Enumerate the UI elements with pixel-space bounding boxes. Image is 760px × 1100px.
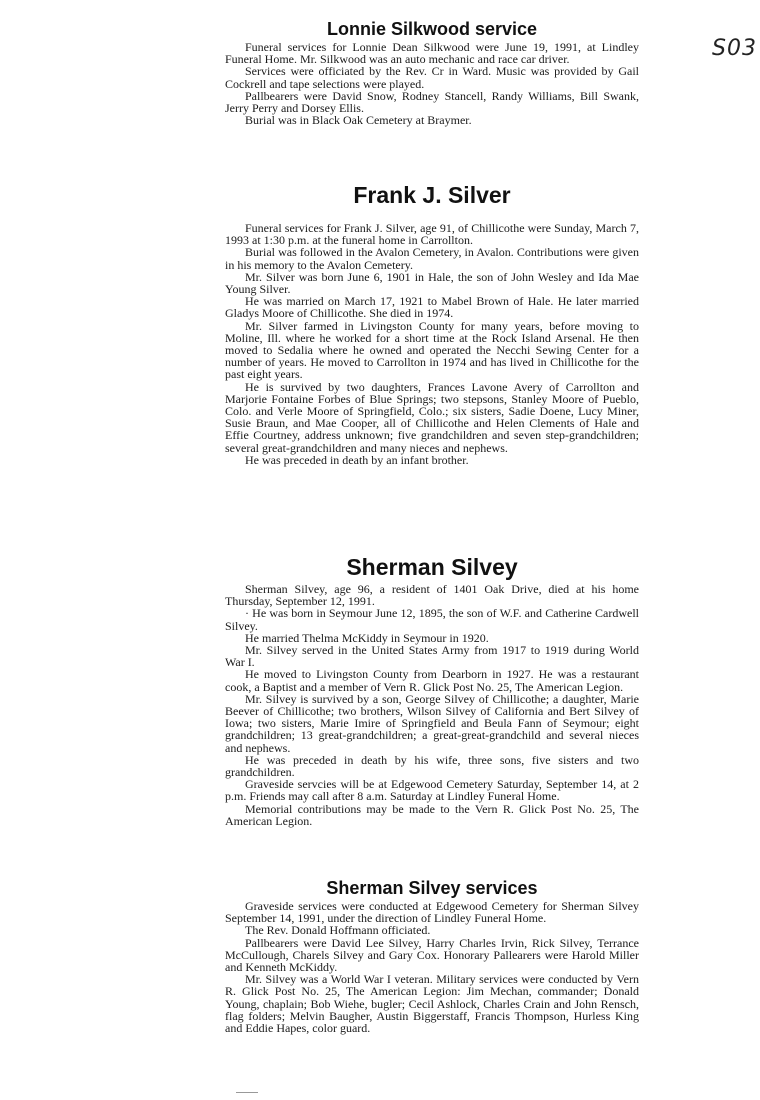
scan-mark (236, 1092, 258, 1093)
article-paragraph: Pallbearers were David Snow, Rodney Stancell, Randy Williams, Bill Swank, Jerry Perry and Dorsey Ellis. (225, 88, 639, 116)
article-paragraph: He was married on March 17, 1921 to Mabel Brown of Hale. He later married Gladys Moore of Chillicothe. She died in 1974. (225, 294, 639, 321)
article-paragraph: Funeral services for Lonnie Dean Silkwood were June 19, 1991, at Lindley Funeral Home. Mr. Silkwood was an auto mechanic and race car driver. (225, 40, 639, 67)
article-paragraph: Mr. Silvey is survived by a son, George Silvey of Chillicothe; a daughter, Marie Beever of Chillicothe; two brothers, Wilson Silvey of California and Bert Silvey of Iowa; two sisters, Marie Imire of Springfield and Beula Fann of Seymour; eight grandchildren; 13 great-grandchildren; a great-great-grandchild and several nieces and nephews. (225, 691, 639, 755)
article-body (225, 583, 639, 827)
article-paragraph: He married Thelma McKiddy in Seymour in 1920. (245, 630, 489, 645)
article-body (225, 222, 639, 466)
article-paragraph: Funeral services for Frank J. Silver, age 91, of Chillicothe were Sunday, March 7, 1993 at 1:30 p.m. at the funeral home in Carrollton. (225, 221, 639, 248)
article-paragraph: Memorial contributions may be made to the Vern R. Glick Post No. 25, The American Legion. (225, 801, 639, 828)
handwritten-page-number: S03 (712, 36, 757, 61)
article-sherman-silvey-services (225, 877, 639, 1034)
article-paragraph: Graveside servcies will be at Edgewood Cemetery Saturday, September 14, at 2 p.m. Friends may call after 8 a.m. Saturday at Lindley Funeral Home. (225, 777, 639, 804)
article-paragraph: The Rev. Donald Hoffmann officiated. (245, 923, 431, 938)
article-paragraph: Sherman Silvey, age 96, a resident of 1401 Oak Drive, died at his home Thursday, September 12, 1991. (225, 582, 639, 609)
article-paragraph: · He was born in Seymour June 12, 1895, the son of W.F. and Catherine Cardwell Silvey. (225, 606, 639, 633)
article-paragraph: He was preceded in death by an infant brother. (245, 452, 469, 467)
article-headline: Lonnie Silkwood service (326, 19, 538, 39)
article-paragraph: Mr. Silvey served in the United States Army from 1917 to 1919 during World War I. (225, 643, 639, 670)
article-paragraph: Pallbearers were David Lee Silvey, Harry Charles Irvin, Rick Silvey, Terrance McCullough, Charels Silvey and Gary Cox. Honorary Pallearers were Harold Miller and Kenneth McKiddy. (225, 935, 639, 975)
article-frank-silver (225, 180, 639, 466)
article-paragraph: Mr. Silver farmed in Livingston County for many years, before moving to Moline, Ill. where he worked for a short time at the Rock Island Arsenal. He then moved to Sedalia where he owned and operated the Necchi Sewing Center for a number of years. He moved to Carrollton in 1974 and has lived in Chillicothe for the past eight years. (225, 318, 639, 382)
article-headline: Sherman Silvey services (326, 878, 538, 898)
article-paragraph: Graveside services were conducted at Edgewood Cemetery for Sherman Silvey September 14, 1991, under the direction of Lindley Funeral Home. (225, 899, 639, 926)
article-paragraph: Mr. Silvey was a World War I veteran. Military services were conducted by Vern R. Glick Post No. 25, The American Legion: Jim Mechan, commander; Donald Young, chaplain; Bob Wiehe, bugler; Cecil Ashlock, Charles Crain and John Rensch, flag folders; Melvin Baugher, Austin Biggerstaff, Francis Thompson, Hurless King and Eddie Hapes, color guard. (225, 972, 639, 1036)
article-headline: Sherman Silvey (346, 554, 518, 580)
article-headline: Frank J. Silver (353, 182, 511, 208)
article-paragraph: He moved to Livingston County from Dearborn in 1927. He was a restaurant cook, a Baptist and a member of Vern R. Glick Post No. 25, The American Legion. (225, 667, 639, 694)
article-paragraph: He was preceded in death by his wife, three sons, five sisters and two grandchildren. (225, 752, 639, 780)
article-lonnie-silkwood (225, 18, 639, 126)
article-paragraph: Burial was in Black Oak Cemetery at Braymer. (245, 113, 472, 128)
article-paragraph: Burial was followed in the Avalon Cemetery, in Avalon. Contributions were given in his memory to the Avalon Cemetery. (225, 245, 639, 272)
article-sherman-silvey (225, 552, 639, 827)
article-body (225, 900, 639, 1034)
article-paragraph: Mr. Silver was born June 6, 1901 in Hale, the son of John Wesley and Ida Mae Young Silver. (225, 269, 639, 297)
article-paragraph: He is survived by two daughters, Frances Lavone Avery of Carrollton and Marjorie Fontaine Forbes of Blue Springs; two stepsons, Stanley Moore of Pueblo, Colo. and Verle Moore of Springfield, Colo.; six sisters, Sadie Doene, Lucy Miner, Susie Braun, and Mae Cooper, all of Chillicothe and Helen Clements of Hale and Effie Courtney, address unknown; five grandchildren and seven step-grandchildren; several great-grandchildren and many nieces and nephews. (225, 379, 639, 455)
article-paragraph: Services were officiated by the Rev. Cr in Ward. Music was provided by Gail Cockrell and tape selections were played. (225, 64, 639, 91)
article-body (225, 41, 639, 126)
